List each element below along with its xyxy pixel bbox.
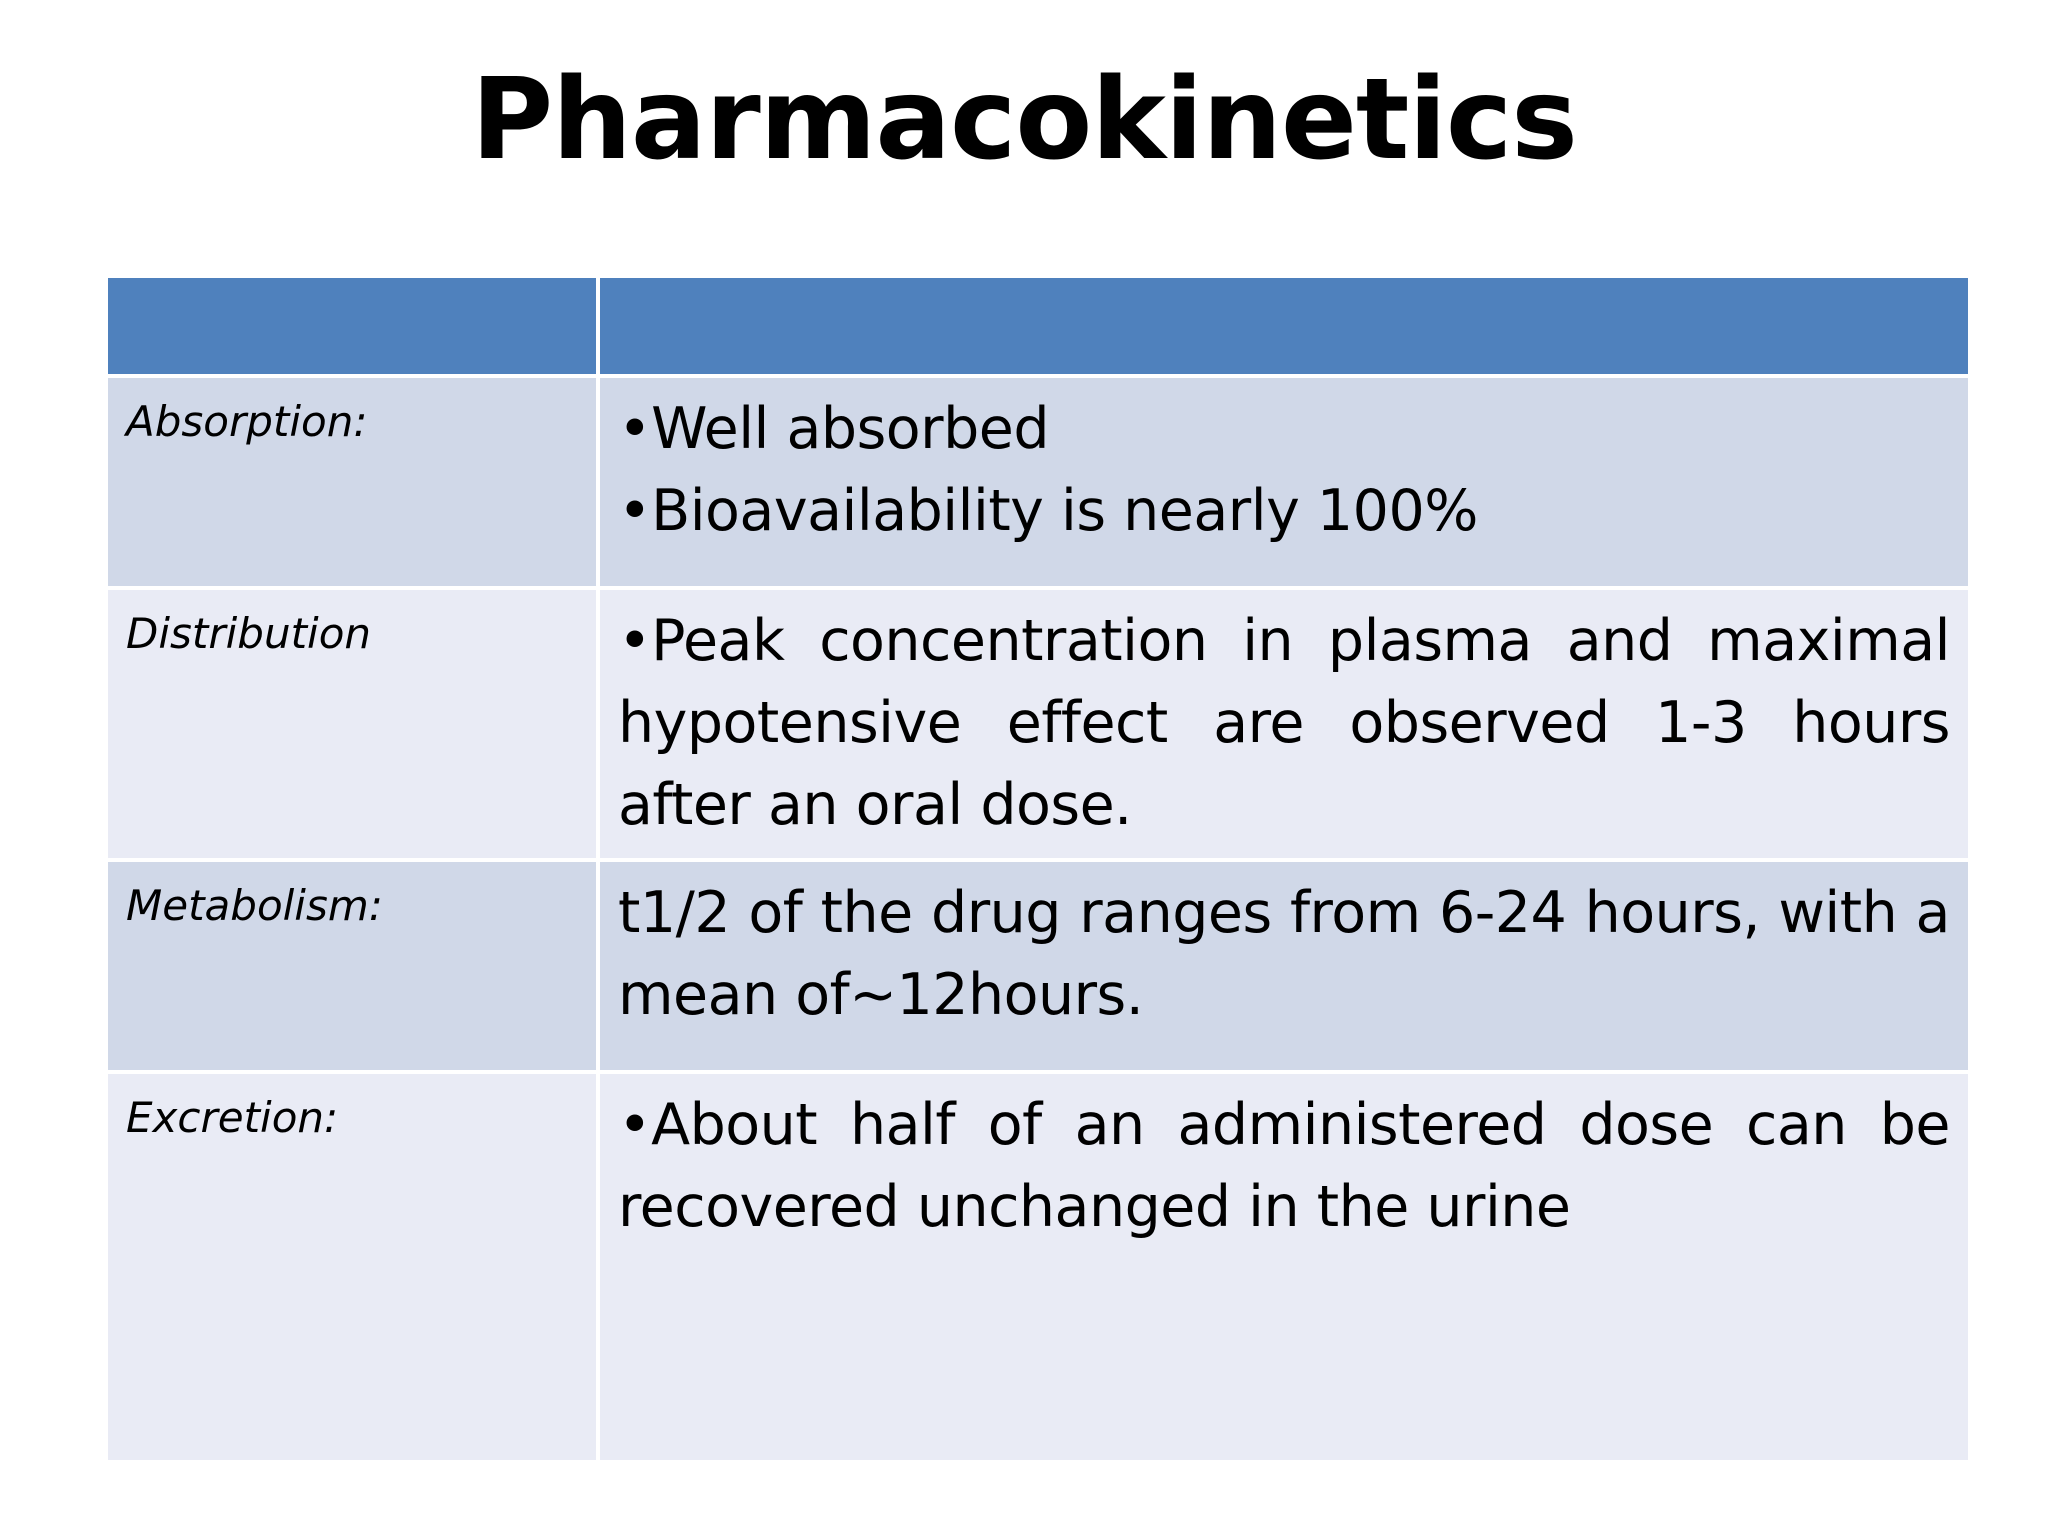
table-row-excretion (106, 1072, 1970, 1462)
header-cell-2 (598, 276, 1970, 376)
row-label-cell (106, 1072, 598, 1462)
row-label-distribution: Distribution (126, 609, 372, 658)
table-row-distribution (106, 588, 1970, 860)
row-label-excretion: Excretion: (126, 1093, 339, 1142)
row-label-cell (106, 588, 598, 860)
row-label-cell (106, 860, 598, 1072)
table-row-metabolism (106, 860, 1970, 1072)
row-content-excretion (600, 1074, 1968, 1248)
row-content-distribution (600, 590, 1968, 846)
header-cell-1 (106, 276, 598, 376)
bullet-line: •Bioavailability is nearly 100% (618, 478, 1478, 544)
row-content-absorption (600, 378, 1968, 552)
row-content-cell (598, 1072, 1970, 1462)
text-line: t1/2 of the drug ranges from 6-24 hours, with a mean of~12hours. (618, 880, 1950, 1028)
slide-title: Pharmacokinetics (471, 55, 1577, 185)
row-content-cell (598, 376, 1970, 588)
table-header-row (106, 276, 1970, 376)
bullet-line: •Well absorbed (618, 396, 1050, 462)
pharmacokinetics-table (104, 274, 1972, 1464)
row-label-cell (106, 376, 598, 588)
bullet-line: •Peak concentration in plasma and maximal hypotensive effect are observed 1-3 hours after an oral dose. (618, 608, 1950, 838)
table-row-absorption (106, 376, 1970, 588)
row-content-metabolism (600, 862, 1968, 1036)
row-label-absorption: Absorption: (126, 397, 368, 446)
row-content-cell (598, 860, 1970, 1072)
row-label-metabolism: Metabolism: (126, 881, 383, 930)
row-content-cell (598, 588, 1970, 860)
bullet-line: •About half of an administered dose can be recovered unchanged in the urine (618, 1092, 1950, 1240)
